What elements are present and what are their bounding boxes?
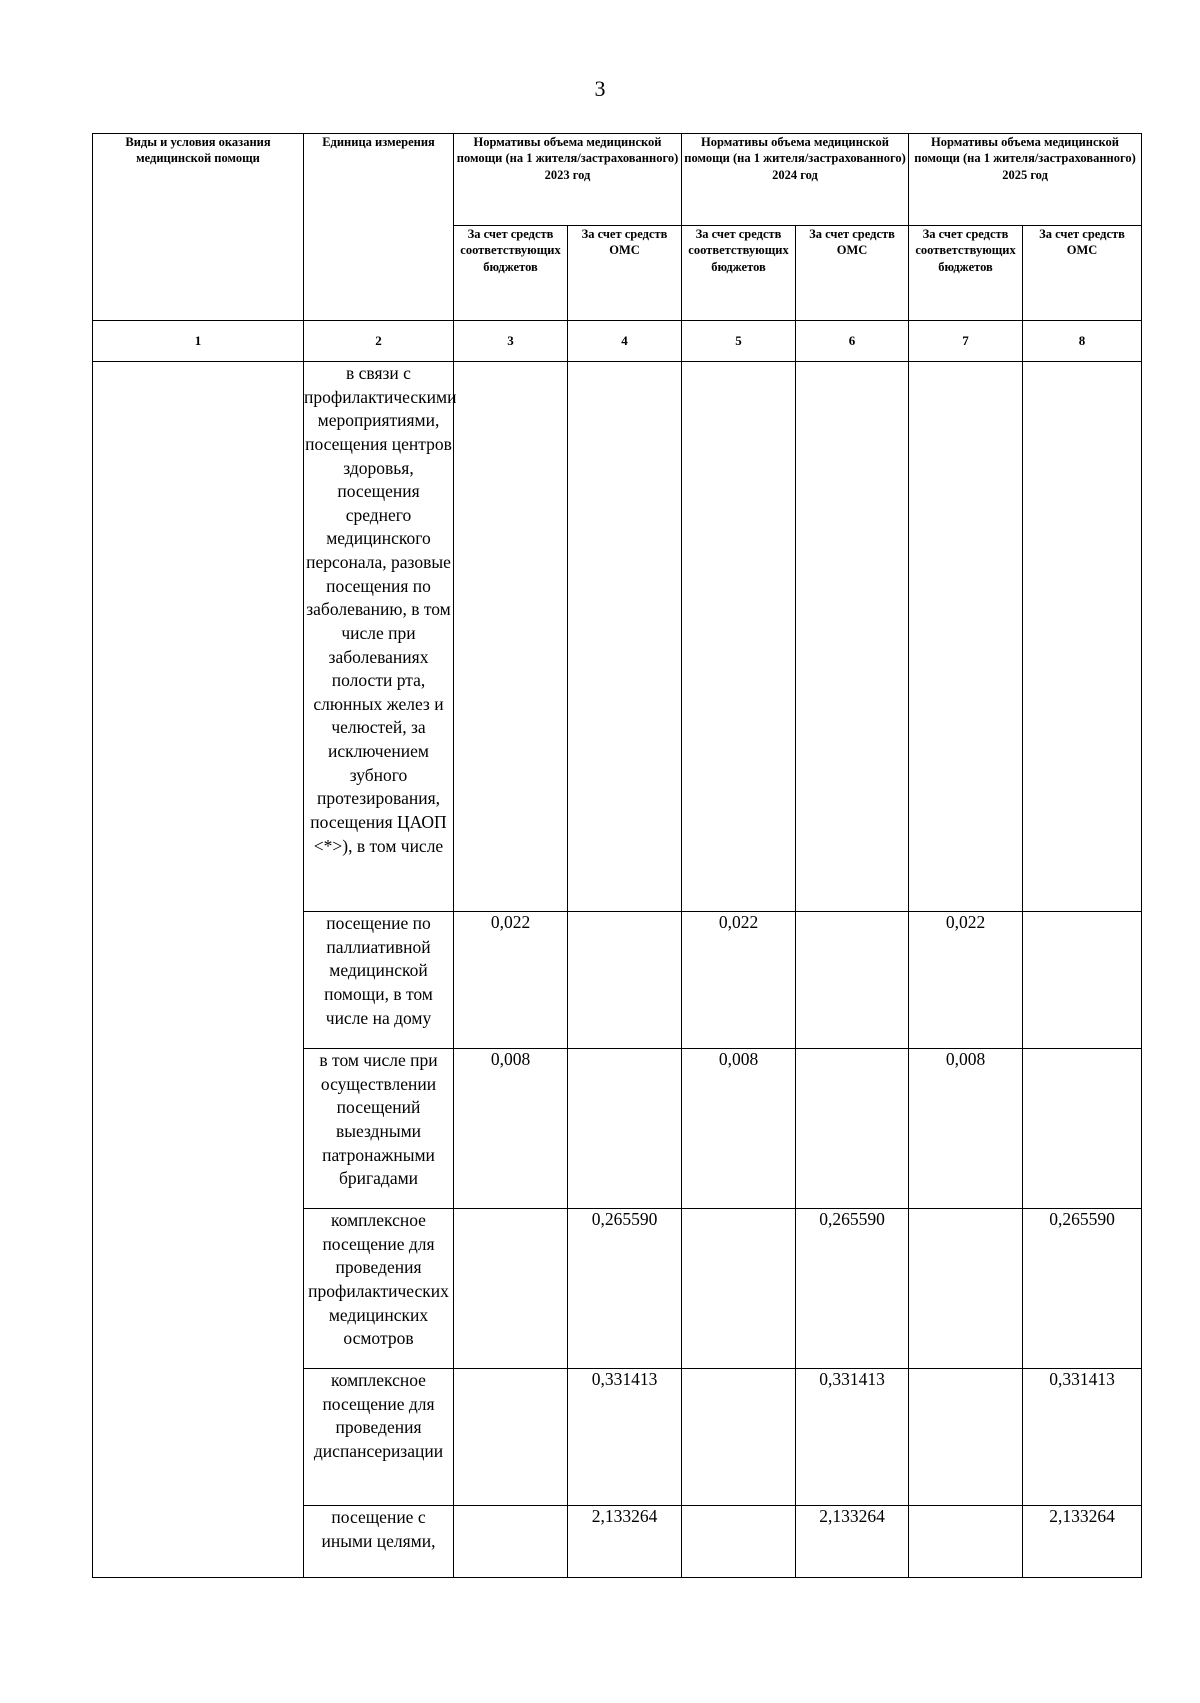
column-number: 2: [304, 321, 454, 362]
value-cell: 0,331413: [568, 1369, 682, 1506]
unit-cell: посещение с иными целями,: [304, 1506, 454, 1578]
value-cell: [1023, 912, 1142, 1049]
header-budget: За счет средств соответствующих бюджетов: [454, 226, 568, 321]
column-number: 6: [796, 321, 909, 362]
value-cell: [682, 1369, 796, 1506]
column-number: 3: [454, 321, 568, 362]
header-budget: За счет средств соответствующих бюджетов: [682, 226, 796, 321]
value-cell: [568, 912, 682, 1049]
value-cell: [1023, 1049, 1142, 1209]
column-number: 1: [93, 321, 304, 362]
unit-cell: посещение по паллиативной медицинской помощи, в том числе на дому: [304, 912, 454, 1049]
value-cell: [568, 1049, 682, 1209]
header-oms: За счет средств ОМС: [568, 226, 682, 321]
value-cell: 0,022: [454, 912, 568, 1049]
value-cell: [454, 1369, 568, 1506]
value-cell: 2,133264: [796, 1506, 909, 1578]
column-number: 5: [682, 321, 796, 362]
header-oms: За счет средств ОМС: [1023, 226, 1142, 321]
value-cell: 0,265590: [568, 1209, 682, 1369]
value-cell: [682, 362, 796, 912]
value-cell: 0,331413: [796, 1369, 909, 1506]
value-cell: [454, 362, 568, 912]
value-cell: [909, 362, 1023, 912]
value-cell: 0,265590: [1023, 1209, 1142, 1369]
page-number: 3: [594, 76, 606, 101]
header-budget: За счет средств соответствующих бюджетов: [909, 226, 1023, 321]
value-cell: 0,008: [682, 1049, 796, 1209]
column-number: 7: [909, 321, 1023, 362]
value-cell: [682, 1209, 796, 1369]
header-year-2024: Нормативы объема медицинской помощи (на 1 жителя/застрахованного) 2024 год: [682, 134, 909, 226]
value-cell: [796, 362, 909, 912]
value-cell: [909, 1506, 1023, 1578]
value-cell: [568, 362, 682, 912]
column-numbers-row: [93, 321, 1142, 362]
header-unit: Единица измерения: [304, 134, 454, 321]
value-cell: [454, 1209, 568, 1369]
value-cell: [454, 1506, 568, 1578]
column-number: 8: [1023, 321, 1142, 362]
column-number: 4: [568, 321, 682, 362]
value-cell: 0,022: [909, 912, 1023, 1049]
value-cell: 2,133264: [1023, 1506, 1142, 1578]
value-cell: 0,008: [454, 1049, 568, 1209]
header-oms: За счет средств ОМС: [796, 226, 909, 321]
value-cell: 2,133264: [568, 1506, 682, 1578]
value-cell: [796, 912, 909, 1049]
value-cell: 0,022: [682, 912, 796, 1049]
value-cell: 0,008: [909, 1049, 1023, 1209]
unit-cell: в связи с профилактическими мероприятиями, посещения центров здоровья, посещения среднего медицинского персонала, разовые посещения по заболеванию, в том числе при заболеваниях полости рта, слюнных желез и челюстей, за исключением зубного протезирования, посещения ЦАОП <*>), в том числе: [304, 362, 454, 912]
value-cell: [1023, 362, 1142, 912]
value-cell: 0,331413: [1023, 1369, 1142, 1506]
value-cell: [682, 1506, 796, 1578]
value-cell: [909, 1209, 1023, 1369]
header-kind: Виды и условия оказания медицинской помощи: [93, 134, 304, 321]
value-cell: [909, 1369, 1023, 1506]
value-cell: 0,265590: [796, 1209, 909, 1369]
table-row: [93, 362, 1142, 912]
unit-cell: комплексное посещение для проведения диспансеризации: [304, 1369, 454, 1506]
unit-cell: комплексное посещение для проведения профилактических медицинских осмотров: [304, 1209, 454, 1369]
header-year-2025: Нормативы объема медицинской помощи (на 1 жителя/застрахованного) 2025 год: [909, 134, 1142, 226]
header-year-2023: Нормативы объема медицинской помощи (на 1 жителя/застрахованного) 2023 год: [454, 134, 682, 226]
norms-table: [92, 133, 1142, 1578]
unit-cell: в том числе при осуществлении посещений выездными патронажными бригадами: [304, 1049, 454, 1209]
value-cell: [796, 1049, 909, 1209]
kind-cell: [93, 362, 304, 1578]
